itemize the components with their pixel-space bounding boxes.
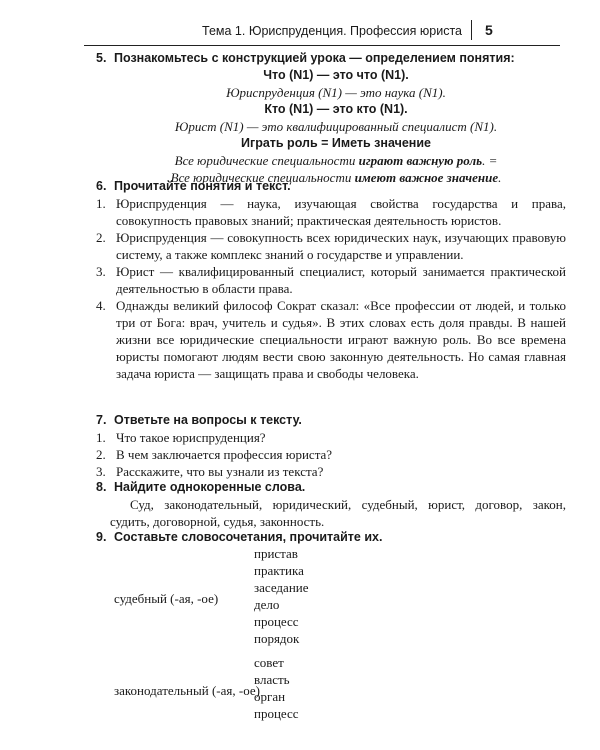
example-highlight: играют важную роль [358,153,483,168]
list-item [96,446,566,463]
collocation-word: процесс [254,614,299,629]
example-text: . = [482,153,498,168]
example-lawyer: Юрист (N1) — это квалифицированный специалист (N1). [174,119,498,134]
cognate-words: Суд, законодательный, юридический, судебный, юрист, договор, закон, судить, договорной, судья, законность. [110,497,566,529]
item-number: 2. [96,230,106,245]
item-text: Юриспруденция — совокупность всех юридических наук, изучающих правовую систему, а также комплекс знаний о государстве и управлении. [116,230,566,262]
item-number: 3. [96,464,106,479]
example-text: Все юридические специальности [170,170,355,185]
item-number: 1. [96,430,106,445]
collocation-group-judicial [114,545,374,649]
item-number: 3. [96,264,106,279]
exercise-9-heading [96,529,566,546]
running-header [0,20,600,42]
exercise-5-heading [96,50,566,67]
exercise-number: 8. [96,480,107,494]
exercise-number: 5. [96,51,107,65]
exercise-heading-text: Ответьте на вопросы к тексту. [114,413,302,427]
exercise-8 [96,479,566,530]
exercise-8-heading [96,479,566,496]
exercise-5 [96,50,566,186]
list-item [96,195,566,229]
item-text: Расскажите, что вы узнали из текста? [116,464,324,479]
collocation-word: порядок [254,631,300,646]
header-separator [471,20,472,40]
example-science: Юриспруденция (N1) — это наука (N1). [226,85,446,100]
item-number: 4. [96,298,106,313]
questions-list [96,429,566,480]
list-item [96,429,566,446]
pattern-what: Что (N1) — это что (N1). [263,68,409,82]
exercise-heading-text: Составьте словосочетания, прочитайте их. [114,530,383,544]
collocation-stem: законодательный (-ая, -ое) [114,683,260,698]
exercise-heading-text: Познакомьтесь с конструкцией урока — определением понятия: [114,51,515,65]
collocation-word: орган [254,689,286,704]
example-text: . [498,170,502,185]
exercise-heading-text: Прочитайте понятия и текст. [114,179,291,193]
pattern-play-role: Играть роль = Иметь значение [241,136,431,150]
example-text: Все юридические специальности [174,153,359,168]
exercise-6-heading [96,178,566,195]
exercise-7 [96,412,566,480]
collocation-word: дело [254,597,280,612]
exercise-number: 9. [96,530,107,544]
running-header-title: Тема 1. Юриспруденция. Профессия юриста [202,24,462,38]
collocation-word: заседание [254,580,309,595]
list-item [96,263,566,297]
list-item [96,463,566,480]
collocation-word: пристав [254,546,298,561]
exercise-7-heading [96,412,566,429]
item-text: В чем заключается профессия юриста? [116,447,333,462]
item-text: Юриспруденция — наука, изучающая свойства государства и права, совокупность правовых знаний; практическая деятельность юристов. [116,196,566,228]
header-rule [84,45,560,46]
collocation-word: практика [254,563,304,578]
collocation-word: власть [254,672,290,687]
definitions-list [96,195,566,382]
exercise-6 [96,178,566,382]
collocation-word: процесс [254,706,299,721]
collocation-word: совет [254,655,284,670]
page-number: 5 [485,22,493,38]
item-text: Однажды великий философ Сократ сказал: «Все профессии от людей, и только три от Бога: врач, учитель и судья». В этих словах есть доля правды. В нашей жизни все юридические специальности играют важную роль. Во все времена юристы помогают людям вести свою законную деятельность. Но самая главная задача юриста — защищать права и свободы человека. [116,298,566,381]
item-number: 2. [96,447,106,462]
pattern-who: Кто (N1) — это кто (N1). [264,102,408,116]
collocation-group-legislative [114,654,374,724]
item-text: Юрист — квалифицированный специалист, который занимается практической деятельностью в области права. [116,264,566,296]
collocation-stem: судебный (-ая, -ое) [114,591,219,606]
exercise-heading-text: Найдите однокоренные слова. [114,480,306,494]
example-highlight: имеют важное значение [354,170,499,185]
list-item [96,229,566,263]
item-number: 1. [96,196,106,211]
exercise-9 [96,529,566,546]
example-play-role [106,152,566,169]
item-text: Что такое юриспруденция? [116,430,266,445]
exercise-number: 7. [96,413,107,427]
list-item [96,297,566,382]
exercise-number: 6. [96,179,107,193]
